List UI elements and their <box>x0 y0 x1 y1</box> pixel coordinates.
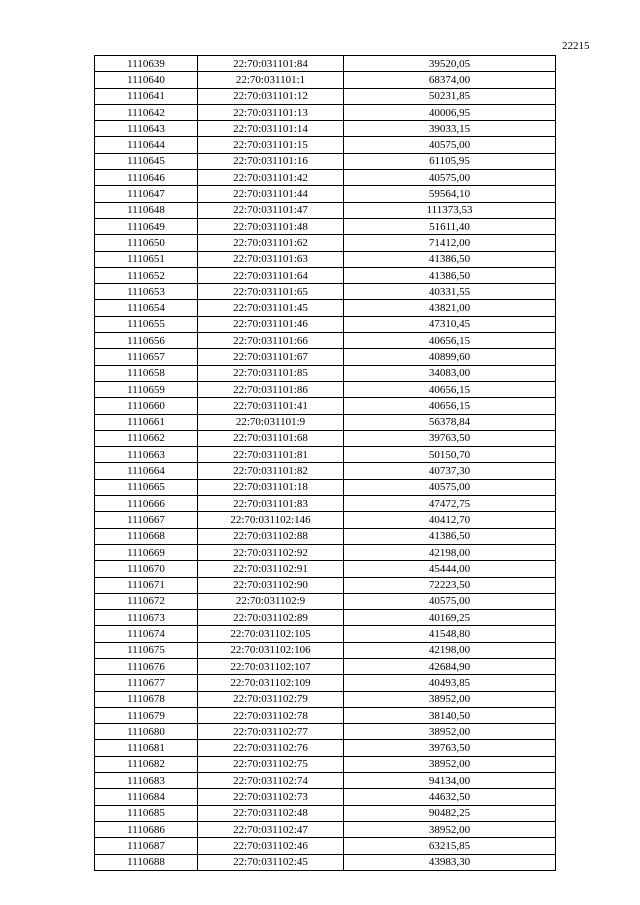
cadastral-value-cell: 40737,30 <box>344 463 556 479</box>
cadastral-number-cell: 22:70:031101:48 <box>198 218 344 234</box>
cadastral-value-cell: 39763,50 <box>344 430 556 446</box>
row-number-cell: 1110683 <box>95 773 198 789</box>
table-row <box>95 137 556 153</box>
table-row <box>95 430 556 446</box>
cadastral-value-cell: 41548,80 <box>344 626 556 642</box>
table-row <box>95 202 556 218</box>
table-body <box>95 56 556 871</box>
row-number-cell: 1110679 <box>95 707 198 723</box>
cadastral-value-cell: 40656,15 <box>344 333 556 349</box>
row-number-cell: 1110643 <box>95 121 198 137</box>
row-number-cell: 1110678 <box>95 691 198 707</box>
cadastral-value-cell: 51611,40 <box>344 218 556 234</box>
cadastral-value-cell: 90482,25 <box>344 805 556 821</box>
table-row <box>95 381 556 397</box>
cadastral-value-cell: 40899,60 <box>344 349 556 365</box>
table-row <box>95 365 556 381</box>
cadastral-value-cell: 47472,75 <box>344 496 556 512</box>
cadastral-value-cell: 38140,50 <box>344 707 556 723</box>
table-row <box>95 740 556 756</box>
row-number-cell: 1110662 <box>95 430 198 446</box>
cadastral-number-cell: 22:70:031101:67 <box>198 349 344 365</box>
table-row <box>95 300 556 316</box>
cadastral-value-cell: 40575,00 <box>344 593 556 609</box>
row-number-cell: 1110659 <box>95 381 198 397</box>
row-number-cell: 1110655 <box>95 316 198 332</box>
row-number-cell: 1110649 <box>95 218 198 234</box>
row-number-cell: 1110652 <box>95 267 198 283</box>
row-number-cell: 1110685 <box>95 805 198 821</box>
row-number-cell: 1110644 <box>95 137 198 153</box>
cadastral-number-cell: 22:70:031101:46 <box>198 316 344 332</box>
cadastral-value-cell: 44632,50 <box>344 789 556 805</box>
cadastral-value-cell: 59564,10 <box>344 186 556 202</box>
table-row <box>95 756 556 772</box>
table-row <box>95 267 556 283</box>
cadastral-value-cell: 111373,53 <box>344 202 556 218</box>
row-number-cell: 1110657 <box>95 349 198 365</box>
cadastral-number-cell: 22:70:031101:83 <box>198 496 344 512</box>
row-number-cell: 1110682 <box>95 756 198 772</box>
cadastral-number-cell: 22:70:031101:68 <box>198 430 344 446</box>
cadastral-number-cell: 22:70:031102:45 <box>198 854 344 870</box>
row-number-cell: 1110661 <box>95 414 198 430</box>
row-number-cell: 1110666 <box>95 496 198 512</box>
row-number-cell: 1110639 <box>95 56 198 72</box>
table-row <box>95 333 556 349</box>
table-row <box>95 463 556 479</box>
cadastral-value-cell: 38952,00 <box>344 756 556 772</box>
row-number-cell: 1110658 <box>95 365 198 381</box>
cadastral-value-cell: 40493,85 <box>344 675 556 691</box>
cadastral-value-cell: 50231,85 <box>344 88 556 104</box>
cadastral-value-cell: 41386,50 <box>344 267 556 283</box>
table-row <box>95 235 556 251</box>
cadastral-number-cell: 22:70:031101:62 <box>198 235 344 251</box>
cadastral-value-cell: 40169,25 <box>344 610 556 626</box>
row-number-cell: 1110680 <box>95 724 198 740</box>
cadastral-number-cell: 22:70:031102:48 <box>198 805 344 821</box>
cadastral-number-cell: 22:70:031101:42 <box>198 170 344 186</box>
table-row <box>95 528 556 544</box>
cadastral-number-cell: 22:70:031101:9 <box>198 414 344 430</box>
table-row <box>95 707 556 723</box>
row-number-cell: 1110676 <box>95 658 198 674</box>
table-row <box>95 72 556 88</box>
row-number-cell: 1110663 <box>95 447 198 463</box>
cadastral-number-cell: 22:70:031101:41 <box>198 398 344 414</box>
cadastral-number-cell: 22:70:031102:109 <box>198 675 344 691</box>
cadastral-number-cell: 22:70:031101:66 <box>198 333 344 349</box>
cadastral-value-cell: 40575,00 <box>344 170 556 186</box>
table-row <box>95 414 556 430</box>
cadastral-value-cell: 45444,00 <box>344 561 556 577</box>
table-row <box>95 789 556 805</box>
table-row <box>95 544 556 560</box>
cadastral-number-cell: 22:70:031102:76 <box>198 740 344 756</box>
table-row <box>95 447 556 463</box>
cadastral-number-cell: 22:70:031102:74 <box>198 773 344 789</box>
table-row <box>95 691 556 707</box>
table-row <box>95 284 556 300</box>
cadastral-number-cell: 22:70:031102:47 <box>198 821 344 837</box>
row-number-cell: 1110641 <box>95 88 198 104</box>
row-number-cell: 1110653 <box>95 284 198 300</box>
row-number-cell: 1110640 <box>95 72 198 88</box>
cadastral-value-cell: 68374,00 <box>344 72 556 88</box>
cadastral-value-cell: 43983,30 <box>344 854 556 870</box>
cadastral-number-cell: 22:70:031101:82 <box>198 463 344 479</box>
row-number-cell: 1110647 <box>95 186 198 202</box>
cadastral-number-cell: 22:70:031102:89 <box>198 610 344 626</box>
page-number: 22215 <box>562 40 590 52</box>
cadastral-number-cell: 22:70:031101:47 <box>198 202 344 218</box>
cadastral-value-cell: 40575,00 <box>344 479 556 495</box>
cadastral-value-cell: 47310,45 <box>344 316 556 332</box>
cadastral-value-table <box>94 55 556 871</box>
table-row <box>95 773 556 789</box>
cadastral-value-cell: 40006,95 <box>344 104 556 120</box>
cadastral-number-cell: 22:70:031102:105 <box>198 626 344 642</box>
cadastral-value-cell: 40331,55 <box>344 284 556 300</box>
table-row <box>95 56 556 72</box>
cadastral-value-cell: 39033,15 <box>344 121 556 137</box>
table-row <box>95 724 556 740</box>
table-row <box>95 104 556 120</box>
cadastral-value-cell: 61105,95 <box>344 153 556 169</box>
cadastral-value-cell: 50150,70 <box>344 447 556 463</box>
cadastral-number-cell: 22:70:031102:75 <box>198 756 344 772</box>
cadastral-value-cell: 42684,90 <box>344 658 556 674</box>
row-number-cell: 1110660 <box>95 398 198 414</box>
cadastral-number-cell: 22:70:031101:44 <box>198 186 344 202</box>
cadastral-number-cell: 22:70:031101:63 <box>198 251 344 267</box>
table-row <box>95 88 556 104</box>
row-number-cell: 1110654 <box>95 300 198 316</box>
cadastral-number-cell: 22:70:031101:15 <box>198 137 344 153</box>
table-row <box>95 170 556 186</box>
cadastral-number-cell: 22:70:031102:91 <box>198 561 344 577</box>
cadastral-number-cell: 22:70:031102:106 <box>198 642 344 658</box>
cadastral-number-cell: 22:70:031101:16 <box>198 153 344 169</box>
cadastral-number-cell: 22:70:031101:85 <box>198 365 344 381</box>
cadastral-number-cell: 22:70:031102:79 <box>198 691 344 707</box>
table-row <box>95 251 556 267</box>
cadastral-number-cell: 22:70:031101:13 <box>198 104 344 120</box>
cadastral-value-cell: 38952,00 <box>344 691 556 707</box>
cadastral-value-cell: 43821,00 <box>344 300 556 316</box>
table-row <box>95 626 556 642</box>
row-number-cell: 1110671 <box>95 577 198 593</box>
cadastral-value-cell: 63215,85 <box>344 838 556 854</box>
table-row <box>95 479 556 495</box>
row-number-cell: 1110656 <box>95 333 198 349</box>
row-number-cell: 1110650 <box>95 235 198 251</box>
cadastral-value-cell: 38952,00 <box>344 724 556 740</box>
row-number-cell: 1110664 <box>95 463 198 479</box>
table-row <box>95 496 556 512</box>
cadastral-number-cell: 22:70:031102:46 <box>198 838 344 854</box>
cadastral-number-cell: 22:70:031101:84 <box>198 56 344 72</box>
cadastral-value-cell: 39520,05 <box>344 56 556 72</box>
cadastral-value-cell: 34083,00 <box>344 365 556 381</box>
table-row <box>95 186 556 202</box>
row-number-cell: 1110677 <box>95 675 198 691</box>
row-number-cell: 1110687 <box>95 838 198 854</box>
table-row <box>95 805 556 821</box>
table-row <box>95 610 556 626</box>
row-number-cell: 1110668 <box>95 528 198 544</box>
cadastral-value-cell: 40575,00 <box>344 137 556 153</box>
row-number-cell: 1110672 <box>95 593 198 609</box>
row-number-cell: 1110681 <box>95 740 198 756</box>
row-number-cell: 1110686 <box>95 821 198 837</box>
cadastral-number-cell: 22:70:031102:146 <box>198 512 344 528</box>
table-row <box>95 121 556 137</box>
table-row <box>95 675 556 691</box>
table-row <box>95 398 556 414</box>
cadastral-number-cell: 22:70:031102:92 <box>198 544 344 560</box>
cadastral-number-cell: 22:70:031101:64 <box>198 267 344 283</box>
table-row <box>95 218 556 234</box>
table-row <box>95 658 556 674</box>
row-number-cell: 1110646 <box>95 170 198 186</box>
cadastral-value-cell: 72223,50 <box>344 577 556 593</box>
table-row <box>95 153 556 169</box>
cadastral-number-cell: 22:70:031102:77 <box>198 724 344 740</box>
table-row <box>95 316 556 332</box>
row-number-cell: 1110648 <box>95 202 198 218</box>
table-row <box>95 349 556 365</box>
cadastral-value-cell: 94134,00 <box>344 773 556 789</box>
table-row <box>95 577 556 593</box>
table-row <box>95 838 556 854</box>
cadastral-value-cell: 41386,50 <box>344 528 556 544</box>
cadastral-value-cell: 42198,00 <box>344 642 556 658</box>
cadastral-value-cell: 39763,50 <box>344 740 556 756</box>
cadastral-number-cell: 22:70:031101:81 <box>198 447 344 463</box>
table-row <box>95 593 556 609</box>
cadastral-number-cell: 22:70:031101:1 <box>198 72 344 88</box>
cadastral-number-cell: 22:70:031101:18 <box>198 479 344 495</box>
cadastral-value-cell: 40656,15 <box>344 381 556 397</box>
table-row <box>95 854 556 870</box>
cadastral-value-cell: 41386,50 <box>344 251 556 267</box>
cadastral-value-cell: 42198,00 <box>344 544 556 560</box>
row-number-cell: 1110684 <box>95 789 198 805</box>
row-number-cell: 1110651 <box>95 251 198 267</box>
cadastral-number-cell: 22:70:031102:9 <box>198 593 344 609</box>
table-row <box>95 561 556 577</box>
row-number-cell: 1110670 <box>95 561 198 577</box>
cadastral-number-cell: 22:70:031102:107 <box>198 658 344 674</box>
cadastral-value-cell: 40656,15 <box>344 398 556 414</box>
cadastral-number-cell: 22:70:031102:78 <box>198 707 344 723</box>
row-number-cell: 1110642 <box>95 104 198 120</box>
cadastral-number-cell: 22:70:031101:86 <box>198 381 344 397</box>
cadastral-value-cell: 38952,00 <box>344 821 556 837</box>
cadastral-number-cell: 22:70:031101:12 <box>198 88 344 104</box>
cadastral-value-cell: 40412,70 <box>344 512 556 528</box>
row-number-cell: 1110645 <box>95 153 198 169</box>
table-row <box>95 821 556 837</box>
cadastral-value-cell: 56378,84 <box>344 414 556 430</box>
table-row <box>95 512 556 528</box>
row-number-cell: 1110669 <box>95 544 198 560</box>
row-number-cell: 1110665 <box>95 479 198 495</box>
table-row <box>95 642 556 658</box>
row-number-cell: 1110673 <box>95 610 198 626</box>
row-number-cell: 1110674 <box>95 626 198 642</box>
cadastral-number-cell: 22:70:031101:45 <box>198 300 344 316</box>
cadastral-number-cell: 22:70:031101:14 <box>198 121 344 137</box>
row-number-cell: 1110688 <box>95 854 198 870</box>
cadastral-number-cell: 22:70:031102:90 <box>198 577 344 593</box>
cadastral-number-cell: 22:70:031102:88 <box>198 528 344 544</box>
cadastral-number-cell: 22:70:031101:65 <box>198 284 344 300</box>
row-number-cell: 1110675 <box>95 642 198 658</box>
cadastral-value-cell: 71412,00 <box>344 235 556 251</box>
row-number-cell: 1110667 <box>95 512 198 528</box>
cadastral-number-cell: 22:70:031102:73 <box>198 789 344 805</box>
